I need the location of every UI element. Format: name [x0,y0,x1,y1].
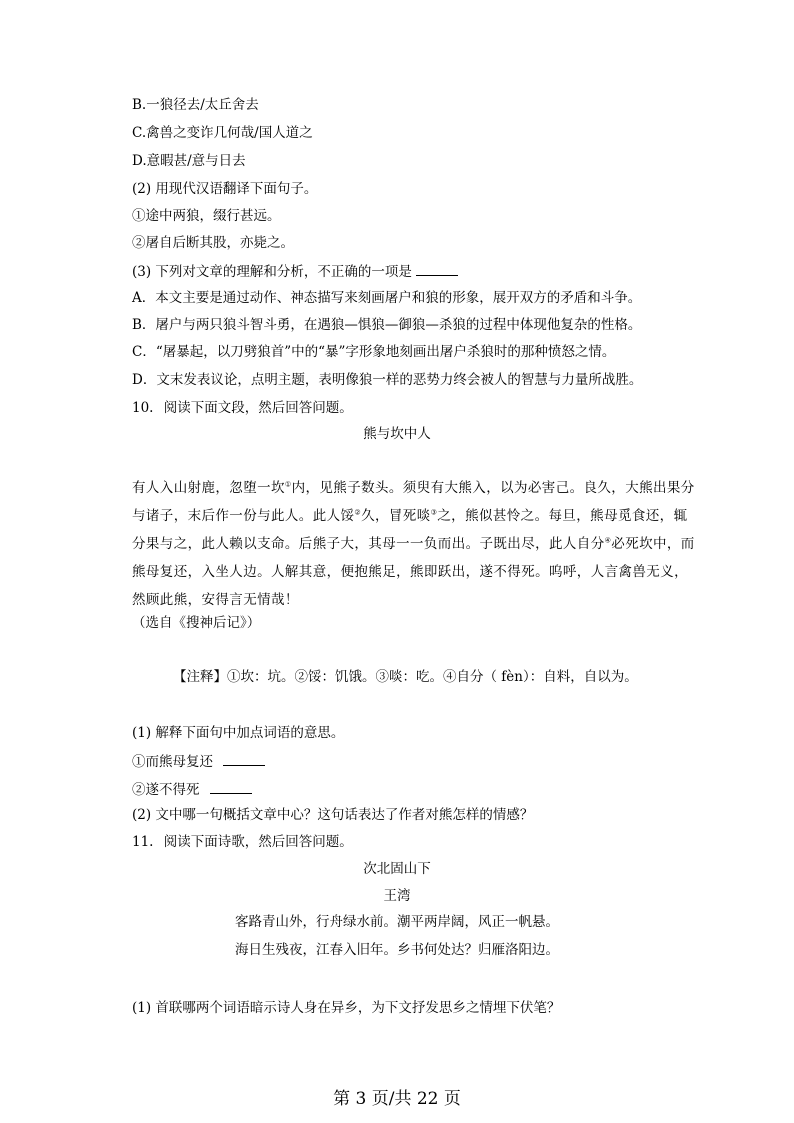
passage-body [132,474,698,614]
q11-part1-prompt: (1) 首联哪两个词语暗示诗人身在异乡，为下文抒发思乡之情埋下伏笔？ [132,1000,561,1016]
q9-part2-prompt: (2) 用现代汉语翻译下面句子。 [132,181,318,197]
q9-part3-question [132,261,458,281]
passage-line: 然顾此熊，安得言无情哉！ [132,592,299,608]
q9-part3-option-d: D．文末发表议论，点明主题，表明像狼一样的恶势力终会被人的智慧与力量所战胜。 [132,372,643,388]
q9-option-b: B.一狼径去/太丘舍去 [132,97,259,113]
q9-part2-sentence-1: ①途中两狼，缀行甚远。 [132,208,281,224]
passage-source: （选自《搜神后记》） [132,615,261,631]
answer-blank[interactable] [210,779,252,794]
page-footer: 第 3 页/共 22 页 [333,1089,461,1109]
passage-notes: 【注释】①坎：坑。②馁：饥饿。③啖：吃。④自分（ fèn）：自料，自以为。 [173,669,638,685]
q10-part1-item-1: ①而熊母复还 [132,751,265,771]
poem-author: 王湾 [383,888,411,904]
answer-blank[interactable] [416,261,458,276]
question-instruction: 阅读下面文段，然后回答问题。 [163,400,353,416]
poem-title: 次北固山下 [363,861,431,877]
passage-line: 熊母复还，入坐人边。人解其意，便抱熊足，熊即跃出，遂不得死。呜呼，人言禽兽无义， [132,564,688,580]
question-number: 11. [132,834,154,850]
q9-part3-option-a: A．本文主要是通过动作、神态描写来刻画屠户和狼的形象，展开双方的矛盾和斗争。 [132,290,642,306]
q10-part2-prompt: (2) 文中哪一句概括文章中心？这句话表达了作者对熊怎样的情感？ [132,807,534,823]
q11-heading [132,833,353,851]
q9-part2-sentence-2: ②屠自后断其股，亦毙之。 [132,235,294,251]
answer-blank[interactable] [223,751,265,766]
q9-part3-option-c: C．“屠暴起，以刀劈狼首”中的“暴”字形象地刻画出屠户杀狼时的那种愤怒之情。 [132,344,616,360]
passage-title: 熊与坎中人 [363,426,431,442]
q10-part1-item-2: ②遂不得死 [132,779,252,799]
q9-option-d: D.意暇甚/意与日去 [132,153,246,169]
question-number: 10. [132,400,154,416]
q9-part3-option-b: B．屠户与两只狼斗智斗勇，在遇狼—惧狼—御狼—杀狼的过程中体现他复杂的性格。 [132,317,642,333]
q10-part1-prompt: (1) 解释下面句中加点词语的意思。 [132,725,345,741]
poem-line-2: 海日生残夜，江春入旧年。乡书何处达？归雁洛阳边。 [235,942,559,958]
passage-line: 与诸子，末后作一份与此人。此人馁②久，冒死啖③之，熊似甚怜之。每旦，熊母觅食还，辄 [132,508,688,524]
passage-line: 分果与之，此人赖以支命。后熊子大，其母一一负而出。子既出尽，此人自分④必死坎中，而 [132,536,695,552]
passage-line: 有人入山射鹿，忽堕一坎①内，见熊子数头。须臾有大熊入，以为必害己。良久，大熊出果分 [132,480,695,496]
q9-part3-prompt: (3) 下列对文章的理解和分析，不正确的一项是 [132,264,412,280]
q9-option-c: C.禽兽之变诈几何哉/国人道之 [132,125,313,141]
q10-heading [132,399,353,417]
poem-line-1: 客路青山外，行舟绿水前。潮平两岸阔，风正一帆悬。 [235,914,559,930]
question-instruction: 阅读下面诗歌，然后回答问题。 [163,834,353,850]
